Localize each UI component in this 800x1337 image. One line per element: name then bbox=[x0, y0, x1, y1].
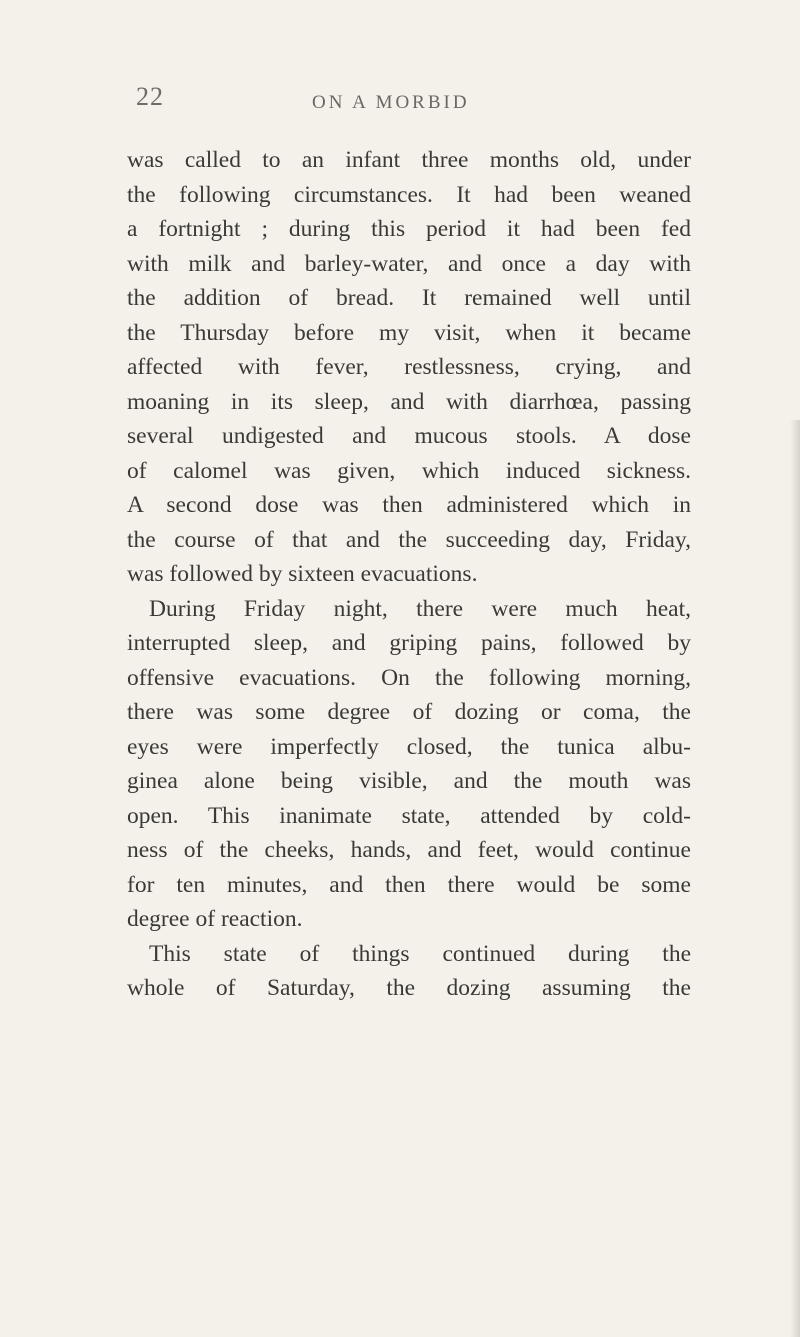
text-line: the Thursday before my visit, when it became bbox=[127, 319, 691, 346]
text-line: a fortnight ; during this period it had been fed bbox=[127, 216, 691, 242]
body-text bbox=[127, 143, 691, 1006]
page-header bbox=[0, 82, 800, 122]
text-line: interrupted sleep, and griping pains, followed by bbox=[127, 630, 691, 656]
text-line: for ten minutes, and then there would be some bbox=[127, 871, 691, 898]
text-line: moaning in its sleep, and with diarrhœa, passing bbox=[127, 388, 691, 415]
text-line: whole of Saturday, the dozing assuming the bbox=[127, 975, 691, 1001]
text-line: the addition of bread. It remained well until bbox=[127, 285, 691, 311]
text-line: ginea alone being visible, and the mouth was bbox=[127, 768, 691, 794]
text-line: of calomel was given, which induced sickness. bbox=[127, 457, 691, 484]
running-head: ON A MORBID bbox=[312, 92, 470, 113]
page-edge-shadow bbox=[790, 420, 800, 1337]
text-line: the following circumstances. It had been weaned bbox=[127, 181, 691, 208]
text-line: there was some degree of dozing or coma, the bbox=[127, 699, 691, 725]
text-line: offensive evacuations. On the following morning, bbox=[127, 664, 691, 691]
text-line: with milk and barley-water, and once a day with bbox=[127, 250, 691, 277]
text-line: degree of reaction. bbox=[127, 906, 303, 932]
text-line: several undigested and mucous stools. A dose bbox=[127, 423, 691, 449]
text-line: open. This inanimate state, attended by cold- bbox=[127, 802, 691, 829]
text-line: A second dose was then administered which in bbox=[127, 492, 691, 518]
text-line: was called to an infant three months old, under bbox=[127, 147, 691, 173]
text-line: ness of the cheeks, hands, and feet, would continue bbox=[127, 837, 691, 863]
page-number: 22 bbox=[136, 82, 164, 111]
text-line: affected with fever, restlessness, crying, and bbox=[127, 354, 691, 380]
text-line: the course of that and the succeeding day, Friday, bbox=[127, 526, 691, 553]
text-line: was followed by sixteen evacuations. bbox=[127, 561, 478, 587]
text-line: eyes were imperfectly closed, the tunica albu- bbox=[127, 733, 691, 760]
text-line: During Friday night, there were much heat, bbox=[149, 595, 691, 622]
text-line: This state of things continued during the bbox=[149, 940, 691, 967]
